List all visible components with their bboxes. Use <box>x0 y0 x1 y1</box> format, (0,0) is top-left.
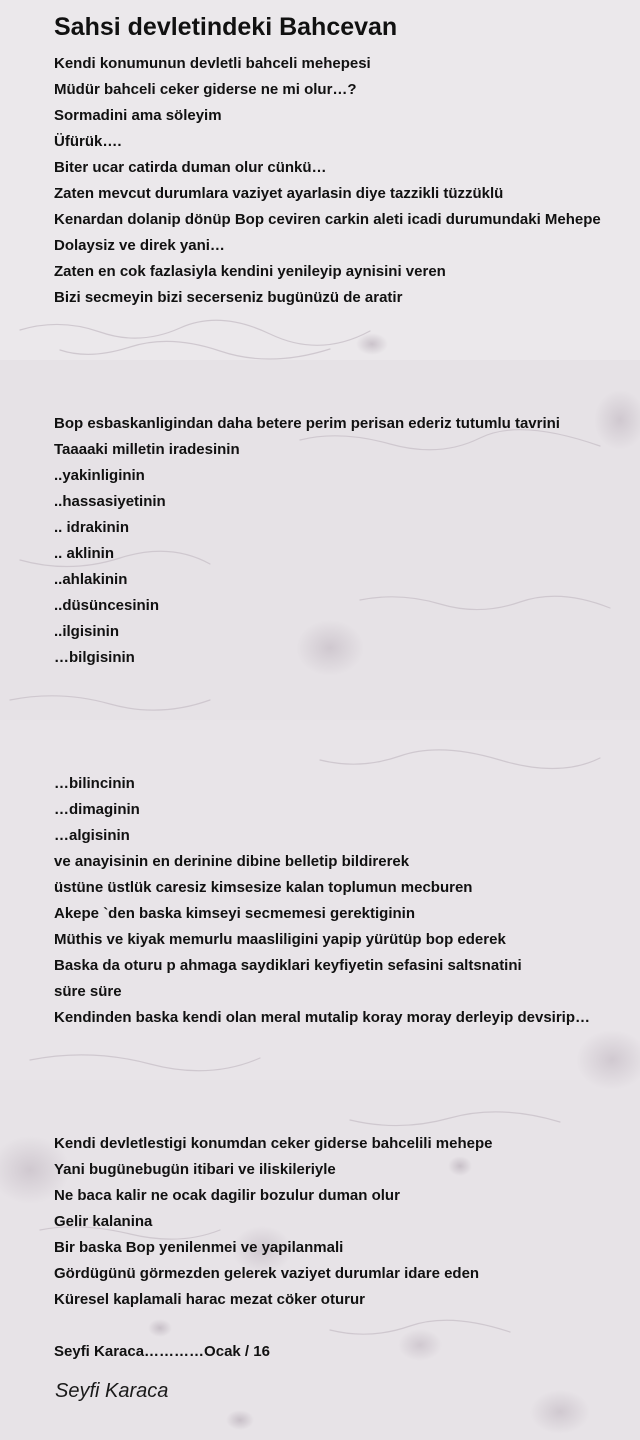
poem-line: Dolaysiz ve direk yani… <box>54 237 225 254</box>
poem-line: .. idrakinin <box>54 519 130 536</box>
poem-line: …algisinin <box>54 827 130 844</box>
poem-line: Akepe `den baska kimseyi secmemesi gerektiginin <box>54 905 416 922</box>
poem-line: …bilgisinin <box>54 649 135 666</box>
poem-signature: Seyfi Karaca…………Ocak / 16 <box>54 1343 270 1360</box>
poem-line: .. aklinin <box>54 545 115 562</box>
poem-line: üstüne üstlük caresiz kimsesize kalan toplumun mecburen <box>54 879 473 896</box>
poem-line: Ne baca kalir ne ocak dagilir bozulur duman olur <box>54 1187 400 1204</box>
poem-line: Zaten en cok fazlasiyla kendini yenileyip aynisini veren <box>54 263 446 280</box>
poem-line: Gelir kalanina <box>54 1213 153 1230</box>
poem-line: ..yakinliginin <box>54 467 145 484</box>
poem-line: süre süre <box>54 983 122 1000</box>
poem-line: Yani bugünebugün itibari ve iliskileriyle <box>54 1161 336 1178</box>
poem-line: ..ahlakinin <box>54 571 128 588</box>
poem-line: …bilincinin <box>54 775 135 792</box>
poem-line: Biter ucar catirda duman olur cünkü… <box>54 159 327 176</box>
poem-line: Müdür bahceli ceker giderse ne mi olur…? <box>54 81 357 98</box>
poem-line: Baska da oturu p ahmaga saydiklari keyfiyetin sefasini saltsnatini <box>54 957 522 974</box>
poem-line: Bop esbaskanligindan daha betere perim perisan ederiz tutumlu tavrini <box>54 415 560 432</box>
poem-line: Küresel kaplamali harac mezat cöker oturur <box>54 1291 365 1308</box>
poem-line: ..hassasiyetinin <box>54 493 166 510</box>
poem-line: …dimaginin <box>54 801 140 818</box>
poem-line: ..düsüncesinin <box>54 597 160 614</box>
author-name: Seyfi Karaca <box>55 1380 169 1402</box>
poem-line: ..ilgisinin <box>54 623 120 640</box>
poem-line: Bir baska Bop yenilenmei ve yapilanmali <box>54 1239 344 1256</box>
poem-line: Kendinden baska kendi olan meral mutalip koray moray derleyip devsirip… <box>54 1009 591 1026</box>
poem-line: Bizi secmeyin bizi secerseniz bugünüzü de aratir <box>54 289 403 306</box>
poem-line: Müthis ve kiyak memurlu maasliligini yapip yürütüp bop ederek <box>54 931 506 948</box>
poem-line: Kendi devletlestigi konumdan ceker giderse bahcelili mehepe <box>54 1135 493 1152</box>
poem-line: Gördügünü görmezden gelerek vaziyet durumlar idare eden <box>54 1265 480 1282</box>
poem-line: ve anayisinin en derinine dibine belletip bildirerek <box>54 853 410 870</box>
poem-line: Taaaaki milletin iradesinin <box>54 441 240 458</box>
poem-line: Kendi konumunun devletli bahceli mehepesi <box>54 55 371 72</box>
poem-title: Sahsi devletindeki Bahcevan <box>54 13 398 41</box>
poem-line: Zaten mevcut durumlara vaziyet ayarlasin diye tazzikli tüzzüklü <box>54 185 504 202</box>
poem-line: Üfürük…. <box>54 133 122 150</box>
poem-line: Kenardan dolanip dönüp Bop ceviren carkin aleti icadi durumundaki Mehepe <box>54 211 601 228</box>
poem-line: Sormadini ama söleyim <box>54 107 222 124</box>
